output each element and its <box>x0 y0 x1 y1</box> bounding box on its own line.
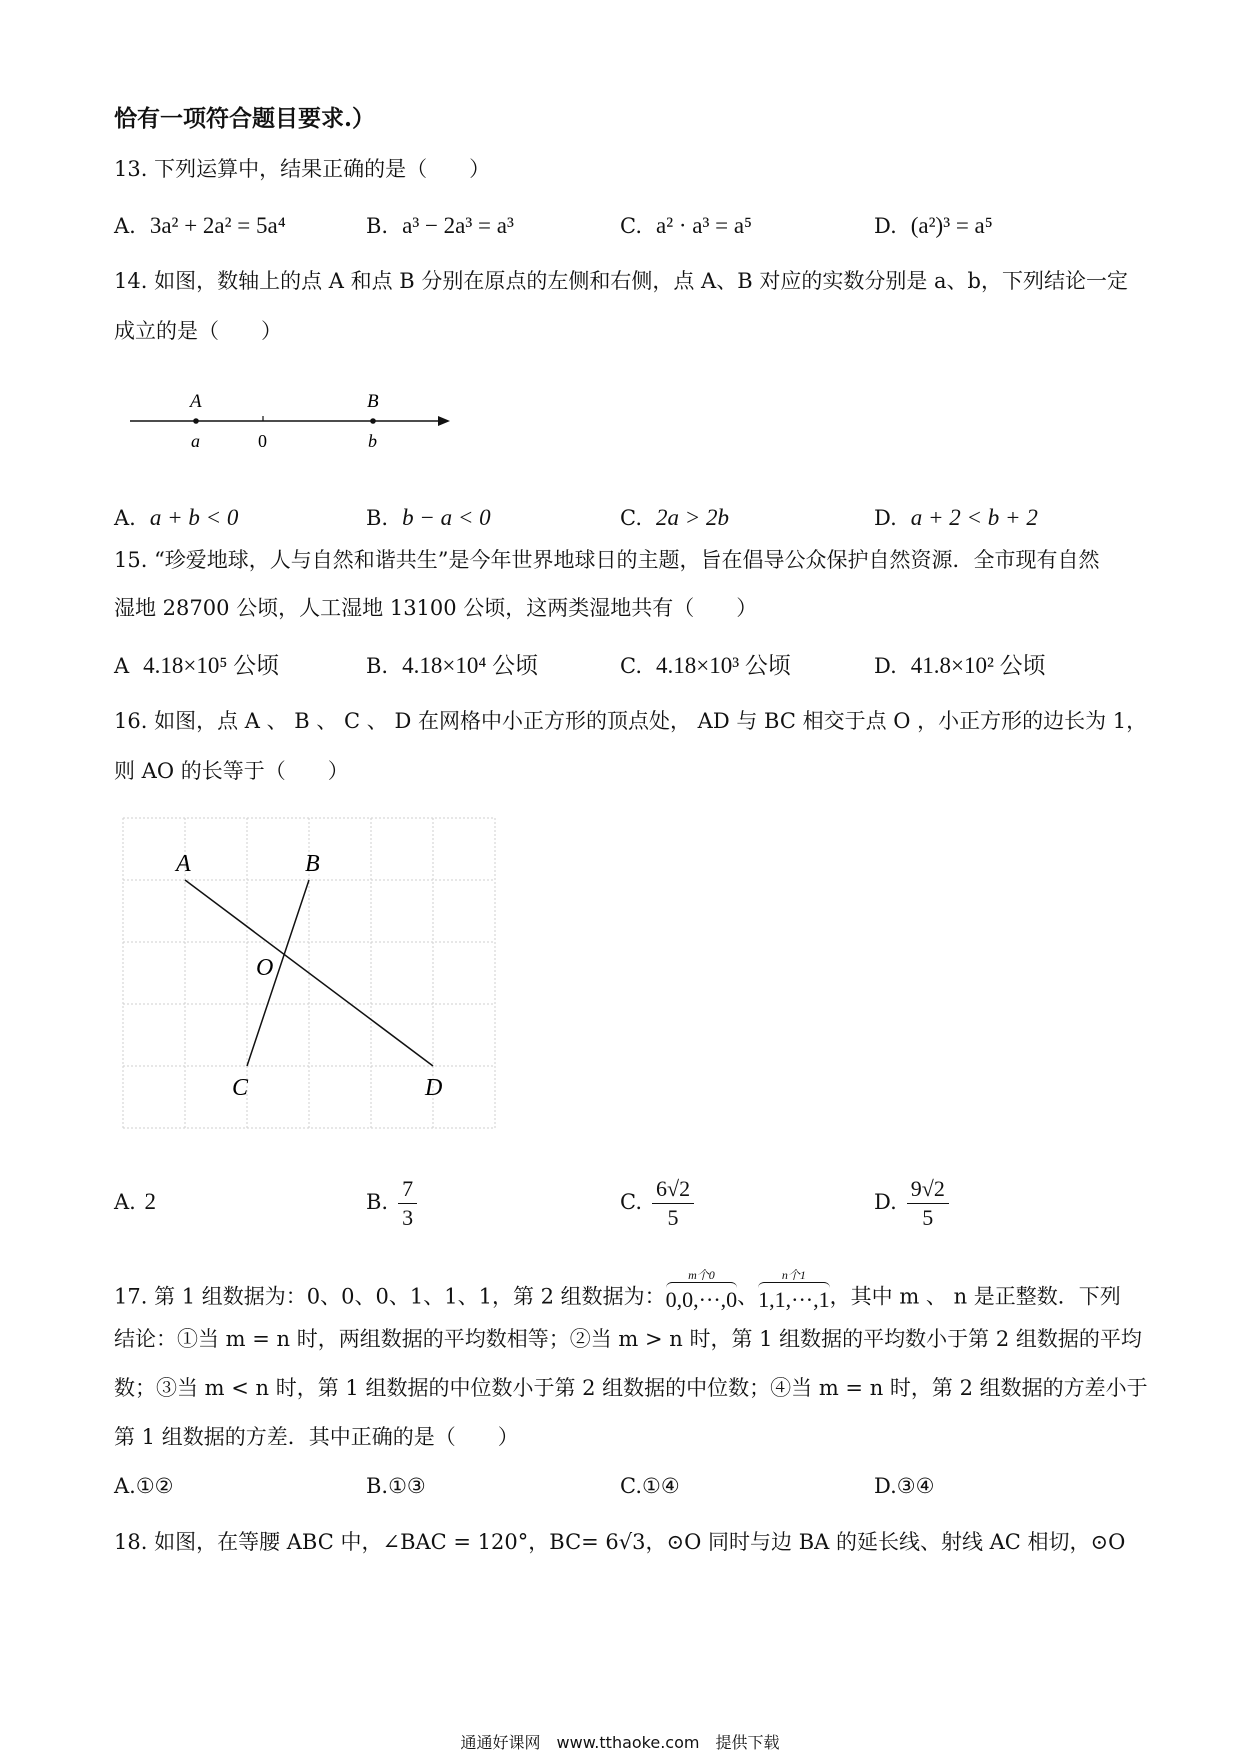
q15-option-a[interactable] <box>114 648 279 684</box>
brace-group-2 <box>758 1268 829 1312</box>
option-text: ①② <box>135 1474 174 1498</box>
point-b-dot <box>370 418 376 424</box>
option-text: ①④ <box>642 1474 680 1498</box>
option-label: A <box>114 654 130 678</box>
q13-option-a[interactable] <box>114 208 286 244</box>
q16-option-b[interactable] <box>366 1170 417 1234</box>
q17-stem-end: ，其中 m 、 n 是正整数．下列 <box>829 1284 1121 1309</box>
q16-options <box>114 1170 1124 1234</box>
q17-option-b[interactable] <box>366 1468 426 1504</box>
option-label: A. <box>114 1190 136 1214</box>
point-a-label: A <box>190 391 202 412</box>
option-expr: b − a < 0 <box>402 505 491 530</box>
option-expr: 4.18×10⁴ 公顷 <box>402 653 539 678</box>
option-expr: a + 2 < b + 2 <box>910 505 1038 530</box>
brace-2-label: n个1 <box>781 1268 806 1282</box>
option-label: D. <box>874 1474 897 1498</box>
option-label: C. <box>620 1474 642 1498</box>
q17-stem-line3: 数；③当 m < n 时，第 1 组数据的中位数小于第 2 组数据的中位数；④当 m = n 时，第 2 组数据的方差小于 <box>114 1376 1148 1400</box>
brace-2-sequence: 1,1,···,1 <box>758 1287 830 1312</box>
point-o-label: O <box>256 955 274 981</box>
page-footer: 通通好课网 www.tthaoke.com 提供下载 <box>460 1733 780 1752</box>
point-b-label: B <box>305 851 320 877</box>
q13-option-d[interactable] <box>874 208 993 244</box>
option-text: ③④ <box>896 1474 935 1498</box>
q17-stem-line2: 结论：①当 m = n 时，两组数据的平均数相等；②当 m > n 时，第 1 组数据的平均数小于第 2 组数据的平均 <box>114 1327 1142 1351</box>
brace-1-sequence: 0,0,···,0 <box>665 1287 738 1312</box>
numerator: 6√2 <box>652 1175 694 1204</box>
q17-option-d[interactable] <box>874 1468 934 1504</box>
option-expr: a + b < 0 <box>149 505 239 530</box>
q15-stem-line1: 15. “珍爱地球，人与自然和谐共生”是今年世界地球日的主题，旨在倡导公众保护自然资源．全市现有自然 <box>114 548 1100 572</box>
option-expr: a² · a³ = a⁵ <box>656 213 753 238</box>
option-label: D. <box>874 506 897 530</box>
point-c-label: C <box>232 1075 249 1101</box>
q14-stem-line1: 14. 如图，数轴上的点 A 和点 B 分别在原点的左侧和右侧，点 A、B 对应的实数分别是 a、b，下列结论一定 <box>114 269 1128 293</box>
option-label: C. <box>620 1190 642 1214</box>
option-label: A. <box>114 506 136 530</box>
option-label: D. <box>874 654 897 678</box>
q16-option-d[interactable] <box>874 1170 949 1234</box>
grid-figure <box>120 815 500 1135</box>
zero-label: 0 <box>258 431 267 451</box>
option-label: B. <box>366 214 389 238</box>
option-expr: 2a > 2b <box>656 505 730 530</box>
option-expr: a³ − 2a³ = a³ <box>402 213 514 238</box>
q14-option-b[interactable] <box>366 500 491 536</box>
q17-stem-line4: 第 1 组数据的方差．其中正确的是（ ） <box>114 1425 519 1449</box>
denominator: 5 <box>922 1205 934 1230</box>
fraction <box>652 1175 694 1232</box>
q14-option-a[interactable] <box>114 500 238 536</box>
denominator: 5 <box>667 1205 679 1230</box>
q13-option-b[interactable] <box>366 208 514 244</box>
brace-1-label: m个0 <box>688 1268 715 1282</box>
option-label: B. <box>366 654 389 678</box>
q15-option-c[interactable] <box>620 648 791 684</box>
q13-stem: 13. 下列运算中，结果正确的是（ ） <box>114 157 491 181</box>
q14-option-c[interactable] <box>620 500 729 536</box>
q16-option-c[interactable] <box>620 1170 694 1234</box>
q16-option-a[interactable] <box>114 1170 156 1234</box>
section-heading: 恰有一项符合题目要求.） <box>114 105 376 132</box>
option-text: ①③ <box>388 1474 426 1498</box>
q16-stem-line2: 则 AO 的长等于（ ） <box>114 759 349 783</box>
q14-options <box>114 500 1124 536</box>
option-value: 2 <box>144 1189 157 1214</box>
option-expr: 3a² + 2a² = 5a⁴ <box>149 213 286 238</box>
point-a-label: A <box>176 851 191 877</box>
q17-option-c[interactable] <box>620 1468 680 1504</box>
option-expr: 4.18×10³ 公顷 <box>656 653 791 678</box>
point-d-label: D <box>425 1075 443 1101</box>
point-b-label: B <box>367 391 379 412</box>
q14-stem-line2: 成立的是（ ） <box>114 319 282 343</box>
brace-group-1 <box>666 1268 737 1312</box>
denominator: 3 <box>402 1205 414 1230</box>
q17-stem-line1 <box>114 1268 1121 1320</box>
q16-stem-line1: 16. 如图，点 A 、 B 、 C 、 D 在网格中小正方形的顶点处， AD 与 BC 相交于点 O ，小正方形的边长为 1， <box>114 709 1148 733</box>
q17-options <box>114 1468 1124 1504</box>
option-label: D. <box>874 214 897 238</box>
option-expr: (a²)³ = a⁵ <box>910 213 993 238</box>
number-line-figure <box>120 385 450 460</box>
q13-options <box>114 208 1124 244</box>
arrow-head <box>438 416 450 426</box>
option-label: B. <box>366 1474 389 1498</box>
q13-option-c[interactable] <box>620 208 752 244</box>
q17-option-a[interactable] <box>114 1468 174 1504</box>
option-label: B. <box>366 506 389 530</box>
option-expr: 41.8×10² 公顷 <box>910 653 1046 678</box>
q15-option-b[interactable] <box>366 648 538 684</box>
option-label: C. <box>620 214 642 238</box>
numerator: 9√2 <box>907 1175 949 1204</box>
numerator: 7 <box>398 1175 417 1204</box>
fraction <box>907 1175 949 1232</box>
fraction <box>398 1175 417 1232</box>
q14-option-d[interactable] <box>874 500 1038 536</box>
q15-stem-line2: 湿地 28700 公顷，人工湿地 13100 公顷，这两类湿地共有（ ） <box>114 596 758 620</box>
option-label: D. <box>874 1190 897 1214</box>
q15-options <box>114 648 1124 684</box>
option-label: A. <box>114 214 136 238</box>
q17-stem-start: 17. 第 1 组数据为：0、0、0、1、1、1，第 2 组数据为： <box>114 1284 666 1309</box>
point-a-dot <box>193 418 199 424</box>
option-expr: 4.18×10⁵ 公顷 <box>143 653 280 678</box>
value-b-label: b <box>368 431 377 451</box>
q18-stem-line1: 18. 如图，在等腰 ABC 中，∠BAC = 120°，BC= 6√3，⊙O 同时与边 BA 的延长线、射线 AC 相切，⊙O <box>114 1530 1126 1554</box>
option-label: A. <box>114 1474 136 1498</box>
option-label: B. <box>366 1190 389 1214</box>
separator: 、 <box>737 1284 759 1309</box>
q15-option-d[interactable] <box>874 648 1046 684</box>
value-a-label: a <box>191 431 200 451</box>
option-label: C. <box>620 506 642 530</box>
option-label: C. <box>620 654 642 678</box>
